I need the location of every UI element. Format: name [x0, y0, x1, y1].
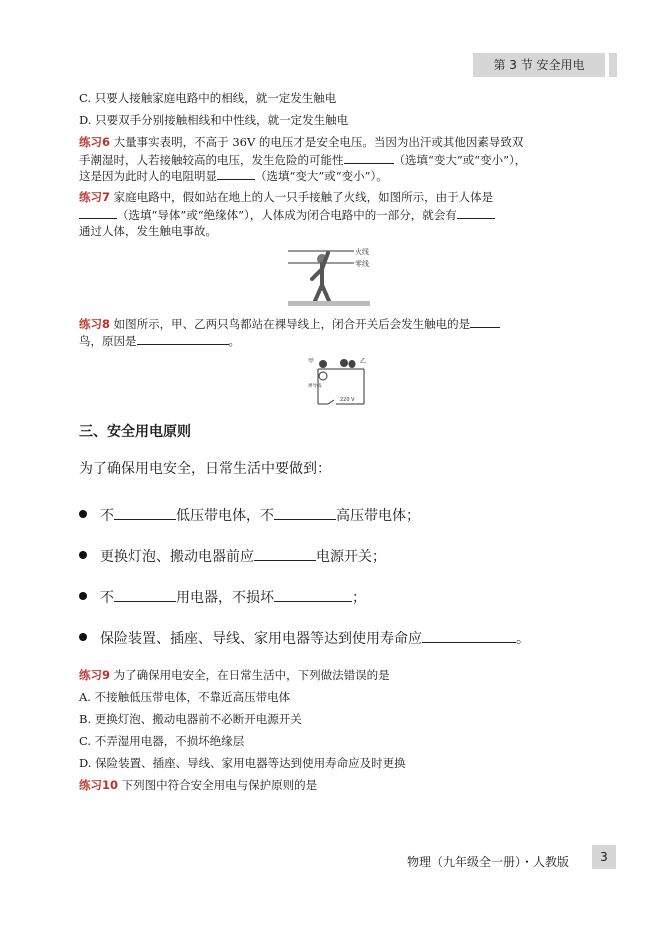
exercise-7-text-2a: （选填“导体”或“绝缘体”），人体成为闭合电路中的一部分，就会有: [117, 208, 457, 222]
exercise-6-text-3a: 这是因为此时人的电阻明显: [79, 169, 217, 183]
answer-blank[interactable]: [114, 587, 176, 602]
page-number: 3: [592, 845, 616, 869]
bare-wire-label: 裸导线: [308, 384, 322, 389]
rule-1-text-c: 高压带电体；: [336, 508, 420, 524]
exercise-8-label: 练习8: [79, 317, 111, 331]
rule-1-text-a: 不: [100, 508, 114, 524]
bird-yi-label: 乙: [360, 358, 367, 365]
exercise-7-line-1: [79, 190, 493, 205]
exercise-6-label: 练习6: [79, 135, 111, 149]
neutral-wire-label: 零线: [355, 260, 369, 268]
bullet-dot-icon: [79, 592, 87, 600]
exercise-9-option-b[interactable]: B. 更换灯泡、搬动电器前不必断开电源开关: [79, 712, 302, 726]
exercise-7-line-2: [79, 207, 495, 223]
bird-jia-label: 甲: [308, 358, 315, 365]
exercise-6-text-2b: （选填“变大”或“变小”），: [393, 153, 527, 167]
exercise-6-text-1: 大量事实表明，不高于 36V 的电压才是安全电压。当因为出汗或其他因素导致双: [110, 135, 524, 149]
live-wire-label: 火线: [355, 248, 369, 256]
exercise-10-label: 练习10: [79, 778, 119, 792]
exercise-10-stem: [79, 778, 317, 793]
exercise-10-text: 下列图中符合安全用电与保护原则的是: [118, 778, 318, 792]
book-footer: 物理（九年级全一册）・人教版: [407, 855, 570, 869]
rule-2-text-a: 更换灯泡、搬动电器前应: [100, 549, 254, 565]
rule-bullet-2: [79, 546, 386, 567]
rule-bullet-3: [79, 587, 366, 608]
answer-blank[interactable]: [274, 505, 336, 520]
exercise-8-line-2: [79, 333, 240, 349]
section-header-tab: 第 3 节 安全用电: [473, 53, 605, 77]
option-d-prev: D. 只要双手分别接触相线和中性线，就一定发生触电: [79, 113, 349, 127]
section-3-intro: 为了确保用电安全，日常生活中要做到：: [79, 461, 331, 477]
rule-3-text-a: 不: [100, 590, 114, 606]
answer-blank[interactable]: [79, 207, 117, 219]
header-edge-bar: [609, 53, 617, 77]
rule-bullet-4: [79, 628, 530, 649]
rule-2-text-b: 电源开关；: [316, 549, 386, 565]
exercise-7-line-3: 通过人体，发生触电事故。: [79, 224, 217, 238]
exercise-9-option-d[interactable]: D. 保险装置、插座、导线、家用电器等达到使用寿命应及时更换: [79, 756, 406, 770]
answer-blank[interactable]: [470, 316, 500, 328]
rule-4-text-b: 。: [516, 631, 530, 647]
rule-4-text-a: 保险装置、插座、导线、家用电器等达到使用寿命应: [100, 631, 422, 647]
exercise-6-line-2: [79, 152, 526, 168]
rule-3-text-b: 用电器，不损坏: [176, 590, 274, 606]
exercise-6-line-1: [79, 135, 523, 150]
exercise-7-label: 练习7: [79, 190, 111, 204]
electric-shock-figure: [288, 243, 372, 307]
rule-1-text-b: 低压带电体，不: [176, 508, 274, 524]
answer-blank[interactable]: [114, 505, 176, 520]
exercise-6-line-3: [79, 168, 388, 184]
exercise-9-option-c[interactable]: C. 不弄湿用电器，不损坏绝缘层: [79, 734, 245, 748]
bullet-dot-icon: [79, 551, 87, 559]
exercise-8-text-2b: 。: [228, 334, 240, 348]
exercise-9-label: 练习9: [79, 668, 111, 682]
option-c-prev: C. 只要人接触家庭电路中的相线，就一定发生触电: [79, 91, 337, 105]
voltage-label: 220 V: [340, 397, 355, 403]
answer-blank[interactable]: [457, 207, 495, 219]
exercise-9-stem: [79, 668, 390, 683]
answer-blank[interactable]: [217, 168, 255, 180]
exercise-8-text-1: 如图所示，甲、乙两只鸟都站在裸导线上，闭合开关后会发生触电的是: [110, 317, 471, 331]
exercise-8-line-1: [79, 316, 500, 332]
exercise-7-text-1: 家庭电路中，假如站在地上的人一只手接触了火线，如图所示，由于人体是: [110, 190, 494, 204]
bullet-dot-icon: [79, 633, 87, 641]
exercise-6-text-2a: 手潮湿时，人若接触较高的电压，发生危险的可能性: [79, 153, 344, 167]
answer-blank[interactable]: [274, 587, 352, 602]
answer-blank[interactable]: [254, 546, 316, 561]
rule-3-text-c: ；: [352, 590, 366, 606]
answer-blank[interactable]: [344, 152, 394, 164]
section-3-title: 三、安全用电原则: [79, 424, 191, 440]
rule-bullet-1: [79, 505, 420, 526]
birds-on-wire-figure: [306, 352, 368, 410]
answer-blank[interactable]: [422, 628, 516, 643]
exercise-9-text: 为了确保用电安全，在日常生活中，下列做法错误的是: [110, 668, 390, 682]
bullet-dot-icon: [79, 510, 87, 518]
exercise-8-text-2a: 鸟，原因是: [79, 334, 137, 348]
exercise-6-text-3b: （选填“变大”或“变小”）。: [255, 169, 388, 183]
answer-blank[interactable]: [137, 333, 229, 345]
exercise-9-option-a[interactable]: A. 不接触低压带电体，不靠近高压带电体: [79, 690, 291, 704]
